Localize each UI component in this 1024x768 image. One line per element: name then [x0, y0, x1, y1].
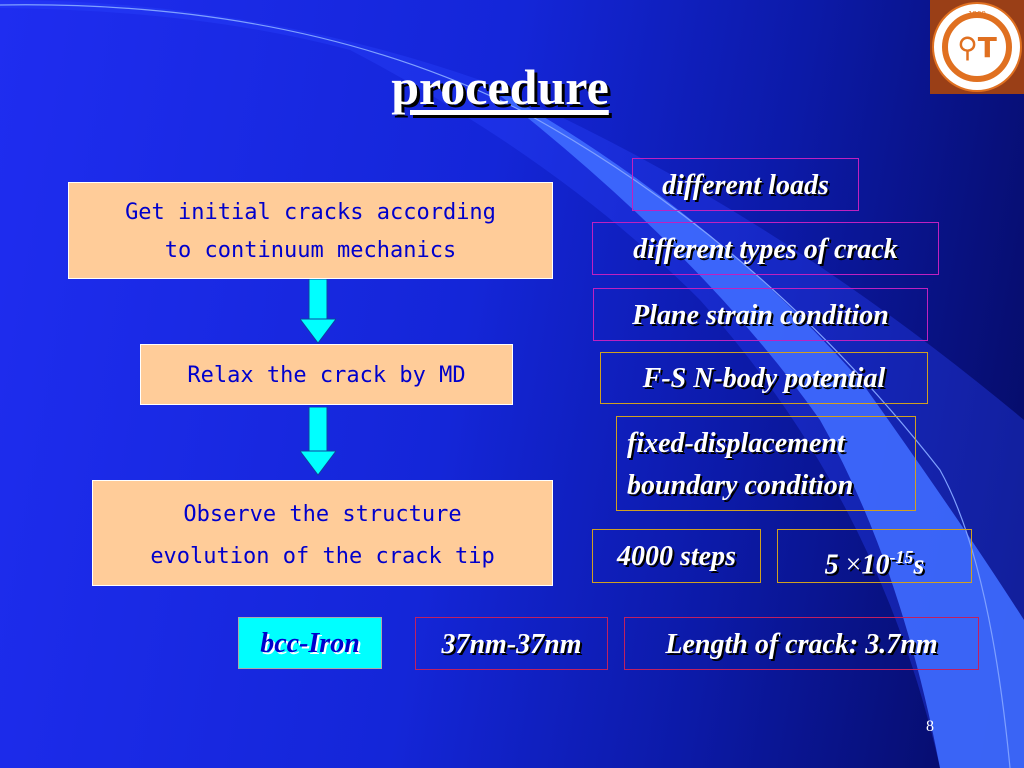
domain-size: 37nm-37nm	[415, 617, 608, 670]
university-seal-icon	[930, 0, 1024, 94]
university-logo	[930, 0, 1024, 94]
step-relax-crack	[140, 344, 513, 405]
svg-text:⚲T: ⚲T	[957, 31, 997, 64]
down-arrow-icon	[300, 407, 336, 477]
step-initial-cracks-line1: Get initial cracks according	[125, 200, 496, 225]
param-timestep	[777, 529, 972, 583]
param-plane-strain: Plane strain condition	[593, 288, 928, 341]
svg-text:1909: 1909	[968, 10, 986, 18]
step-initial-cracks	[68, 182, 553, 279]
material-label: bcc-Iron	[238, 617, 382, 669]
slide-title: procedure	[391, 59, 609, 115]
timestep-unit: s	[913, 549, 925, 581]
param-crack-types: different types of crack	[592, 222, 939, 275]
crack-length: Length of crack: 3.7nm	[624, 617, 979, 670]
param-steps: 4000 steps	[592, 529, 761, 583]
step-initial-cracks-line2: to continuum mechanics	[164, 238, 457, 263]
down-arrow-icon	[300, 279, 336, 345]
step-relax-crack-label: Relax the crack by MD	[187, 363, 466, 388]
param-boundary-line1: fixed-displacement	[627, 428, 845, 459]
page-number: 8	[926, 718, 934, 735]
timestep-base: 5	[824, 549, 839, 581]
step-observe-structure	[92, 480, 553, 586]
param-boundary-condition	[616, 416, 916, 511]
timestep-ten: 10	[861, 549, 890, 581]
param-different-loads: different loads	[632, 158, 859, 211]
param-boundary-line2: boundary condition	[627, 470, 854, 501]
step-observe-line2: evolution of the crack tip	[150, 544, 495, 569]
step-observe-line1: Observe the structure	[183, 502, 462, 527]
timestep-times: ×	[845, 549, 862, 581]
timestep-exponent: -15	[889, 547, 914, 567]
param-potential: F-S N-body potential	[600, 352, 928, 404]
